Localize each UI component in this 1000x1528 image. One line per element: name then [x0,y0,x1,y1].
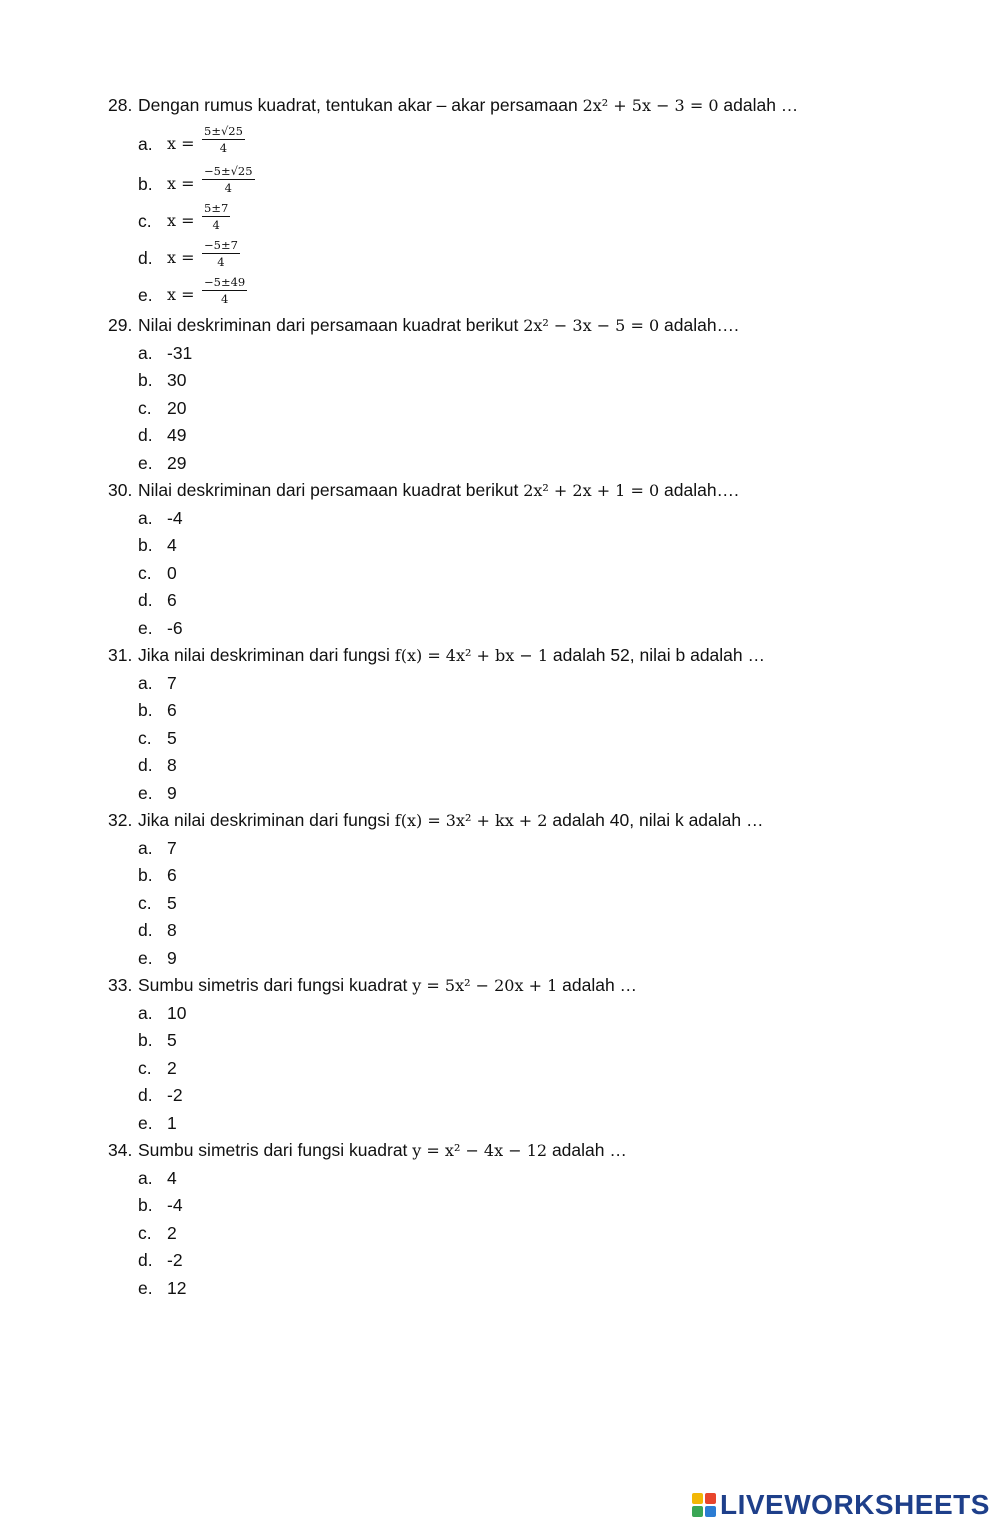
option-label: e. [138,453,153,473]
question-equation: 2x² + 2x + 1 = 0 [523,481,660,500]
logo-text: LIVEWORKSHEETS [720,1489,990,1520]
option-label: d. [138,1085,153,1105]
question-text: Nilai deskriminan dari persamaan kuadrat berikut [138,315,519,335]
logo-square-icon [705,1493,716,1504]
option-value: 20 [167,398,187,418]
option-34b[interactable] [138,1193,183,1217]
fraction-denominator: 4 [217,255,225,269]
question-suffix: adalah 52, nilai b adalah … [552,645,766,665]
question-number: 30. [108,480,133,500]
option-29e[interactable] [138,451,186,475]
question-32 [108,808,763,833]
option-value: 29 [167,453,187,473]
option-30c[interactable] [138,561,177,585]
option-31c[interactable] [138,726,177,750]
option-label: b. [138,370,153,390]
option-label: c. [138,1223,152,1243]
option-label: d. [138,425,153,445]
option-value: -4 [167,1195,183,1215]
option-label: d. [138,1250,153,1270]
option-33a[interactable] [138,1001,186,1025]
option-label: a. [138,673,153,693]
question-number: 32. [108,810,133,830]
option-label: b. [138,535,153,555]
option-label: a. [138,1003,153,1023]
option-value: 8 [167,755,177,775]
option-label: d. [138,920,153,940]
option-value: 9 [167,948,177,968]
option-value: 6 [167,865,177,885]
option-label: c. [138,563,152,583]
option-34c[interactable] [138,1221,177,1245]
question-suffix: adalah 40, nilai k adalah … [552,810,764,830]
option-value: 2 [167,1058,177,1078]
option-30d[interactable] [138,588,177,612]
question-suffix: adalah … [551,1140,627,1160]
option-value: 9 [167,783,177,803]
option-value: 6 [167,590,177,610]
option-value: 6 [167,700,177,720]
fraction-numerator: −5±7 [204,238,238,252]
option-value: 2 [167,1223,177,1243]
question-28 [108,93,798,118]
fraction-denominator: 4 [212,218,220,232]
option-label: e. [138,1278,153,1298]
option-lhs: x = [167,285,195,304]
option-label: e. [138,1113,153,1133]
option-value: -31 [167,343,193,363]
logo-square-icon [692,1506,703,1517]
fraction-numerator: −5±49 [204,275,246,289]
question-number: 33. [108,975,133,995]
option-value: 7 [167,838,177,858]
option-label: a. [138,343,153,363]
option-31d[interactable] [138,753,177,777]
option-29b[interactable] [138,368,186,392]
option-value: 30 [167,370,187,390]
logo-square-icon [692,1493,703,1504]
option-29a[interactable] [138,341,192,365]
fraction [202,238,240,270]
option-value: 5 [167,893,177,913]
option-value: -2 [167,1085,183,1105]
option-value: -4 [167,508,183,528]
question-suffix: adalah … [723,95,799,115]
question-text: Jika nilai deskriminan dari fungsi [138,645,390,665]
option-32e[interactable] [138,946,177,970]
option-lhs: x = [167,211,195,230]
fraction-numerator: −5±√25 [204,164,253,178]
fraction-denominator: 4 [219,141,228,155]
option-value: 1 [167,1113,177,1133]
question-equation: y = 5x² − 20x + 1 [412,976,558,995]
question-number: 34. [108,1140,133,1160]
option-label: b. [138,700,153,720]
option-label: c. [138,893,152,913]
question-text: Sumbu simetris dari fungsi kuadrat [138,1140,408,1160]
question-number: 28. [108,95,133,115]
fraction [202,275,247,307]
logo-grid-icon [692,1493,716,1517]
option-label: b. [138,865,153,885]
option-label: d. [138,248,153,268]
question-number: 29. [108,315,133,335]
option-label: a. [138,134,153,154]
option-lhs: x = [167,248,195,267]
option-30e[interactable] [138,616,183,640]
fraction-numerator: 5±√25 [204,124,243,138]
question-equation: f(x) = 3x² + kx + 2 [394,811,548,830]
question-text: Sumbu simetris dari fungsi kuadrat [138,975,408,995]
option-lhs: x = [167,174,195,193]
fraction [202,201,230,233]
logo-square-icon [705,1506,716,1517]
question-text: Nilai deskriminan dari persamaan kuadrat berikut [138,480,519,500]
option-value: -6 [167,618,183,638]
question-equation: 2x² + 5x − 3 = 0 [582,96,719,115]
liveworksheets-logo[interactable] [692,1488,990,1522]
question-number: 31. [108,645,133,665]
option-label: d. [138,755,153,775]
option-value: 12 [167,1278,187,1298]
option-33c[interactable] [138,1056,177,1080]
option-label: c. [138,1058,152,1078]
question-text: Jika nilai deskriminan dari fungsi [138,810,390,830]
question-29 [108,313,739,338]
option-value: 8 [167,920,177,940]
fraction-denominator: 4 [220,292,229,306]
option-30b[interactable] [138,533,177,557]
question-suffix: adalah … [562,975,638,995]
option-32b[interactable] [138,863,177,887]
option-label: b. [138,174,153,194]
option-32d[interactable] [138,918,177,942]
option-value: 5 [167,728,177,748]
option-value: 7 [167,673,177,693]
option-33b[interactable] [138,1028,177,1052]
question-equation: 2x² − 3x − 5 = 0 [523,316,660,335]
question-suffix: adalah…. [664,315,739,335]
option-label: d. [138,590,153,610]
option-30a[interactable] [138,506,183,530]
fraction [202,124,245,156]
question-text: Dengan rumus kuadrat, tentukan akar – akar persamaan [138,95,578,115]
question-equation: y = x² − 4x − 12 [412,1141,548,1160]
question-30 [108,478,739,503]
option-33d[interactable] [138,1083,183,1107]
question-33 [108,973,637,998]
option-label: c. [138,211,152,231]
option-31b[interactable] [138,698,177,722]
option-label: b. [138,1030,153,1050]
fraction-numerator: 5±7 [204,201,229,215]
option-label: e. [138,948,153,968]
option-label: b. [138,1195,153,1215]
option-29c[interactable] [138,396,186,420]
question-equation: f(x) = 4x² + bx − 1 [394,646,549,665]
option-31e[interactable] [138,781,177,805]
option-label: e. [138,285,153,305]
question-suffix: adalah…. [664,480,739,500]
option-34e[interactable] [138,1276,186,1300]
option-29d[interactable] [138,423,186,447]
question-34 [108,1138,627,1163]
option-label: c. [138,728,152,748]
fraction-denominator: 4 [224,181,232,195]
option-value: 10 [167,1003,187,1023]
question-31 [108,643,765,668]
option-33e[interactable] [138,1111,177,1135]
option-32c[interactable] [138,891,177,915]
option-label: a. [138,508,153,528]
option-label: a. [138,838,153,858]
option-value: 49 [167,425,187,445]
option-label: a. [138,1168,153,1188]
option-value: 4 [167,535,177,555]
option-label: e. [138,618,153,638]
option-34d[interactable] [138,1248,183,1272]
option-value: -2 [167,1250,183,1270]
option-34a[interactable] [138,1166,177,1190]
option-value: 5 [167,1030,177,1050]
option-label: e. [138,783,153,803]
option-label: c. [138,398,152,418]
option-value: 0 [167,563,177,583]
option-value: 4 [167,1168,177,1188]
option-31a[interactable] [138,671,177,695]
option-32a[interactable] [138,836,177,860]
option-lhs: x = [167,134,195,153]
fraction [202,164,255,196]
